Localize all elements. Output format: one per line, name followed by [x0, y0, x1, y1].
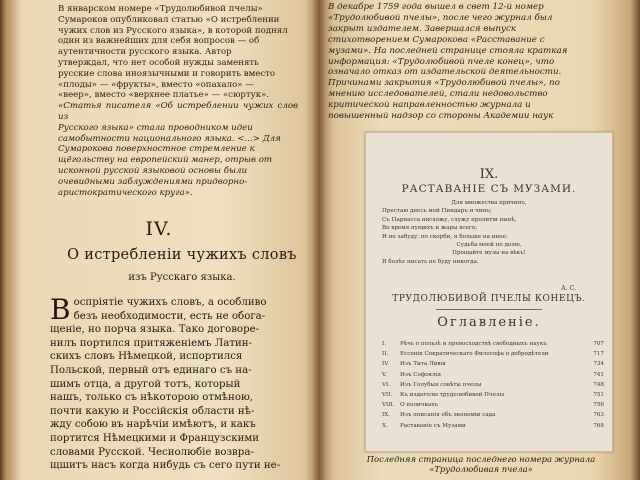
toc-num: IV. [382, 361, 390, 368]
toc-row [382, 349, 604, 359]
toc-row [382, 370, 604, 380]
quote-line: Сумарокова поверхностное стремление к [58, 144, 255, 155]
toc-num: X. [382, 422, 388, 429]
toc-title: Къ издателю трудолюбивой Пчелы [400, 392, 505, 399]
quote-line: «Статья писателя «Об истреблении чужих слов из [58, 101, 298, 122]
toc-page: 748 [593, 381, 604, 388]
toc-page: 756 [593, 402, 604, 409]
toc-title: Ессенія Сократическаго Философа о добродѣтели [400, 351, 549, 358]
article-line: щшитъ насъ когда нибудь съ сего пути не- [50, 460, 281, 472]
toc-row [382, 390, 604, 400]
article-number: IV. [145, 218, 173, 240]
article-title: О истребленіи чужихъ словъ [67, 247, 297, 263]
toc-row [382, 359, 604, 369]
book-gutter [312, 0, 326, 480]
toc-num: VII. [382, 392, 393, 399]
toc-num: I. [382, 341, 386, 347]
intro-line: «плоды» — «фрукты», вместо «опахало» — [58, 79, 254, 90]
article-subtitle: изъ Русскаго языка. [128, 272, 236, 283]
article-line: безъ необходимости, есть не обога- [73, 310, 266, 322]
toc-page: 763 [593, 412, 604, 419]
intro-line: один из важнейших для себя вопросов — об [58, 36, 260, 47]
intro-line: Сумароков опубликовал статью «О истреблении [58, 14, 280, 25]
intro-line: аутентичности русского языка. Автор [58, 47, 232, 58]
toc-row [382, 400, 604, 410]
right-line: информация: «Трудолюбивой пчеле конец», что [328, 56, 555, 67]
toc-num: VI. [382, 381, 391, 388]
toc-title: Изъ Голубыя совѣты пчелы [400, 381, 482, 388]
poem-line: Прощайте музы на вѣкъ! [452, 250, 526, 257]
intro-line: «веер», вместо «верхнее платье» — «сюртук». [58, 90, 270, 101]
right-line: В декабре 1759 года вышел в свет 12-й номер [328, 2, 544, 12]
toc-page: 707 [593, 341, 604, 347]
quote-line: самобытности национального языка. <...> Для [58, 133, 281, 144]
scanned-journal-page [365, 132, 613, 452]
right-line: стихотворением Сумарокова «Расставание с [328, 34, 545, 45]
article-line: скихъ словъ Нѣмецкой, испортился [50, 351, 243, 363]
toc-num: IX. [382, 412, 390, 419]
toc-num: II. [382, 351, 389, 358]
poem-line: Я болѣе писать не буду никогда. [382, 258, 479, 265]
article-line: Польской, первый отъ единаго съ на- [50, 364, 252, 376]
right-line: закрыт издателем. Завершался выпуск [328, 23, 517, 34]
caption-line: «Трудолюбивая пчела» [429, 464, 533, 474]
article-line: оспріятіе чужихъ словъ, а особливо [73, 297, 267, 308]
toc-title: Изъ Софоклія [400, 371, 442, 378]
article-body [50, 293, 308, 473]
article-line: почти какую и Россійскія области нѣ- [50, 405, 255, 417]
toc-page: 751 [593, 392, 604, 399]
toc-title: Изъ описанія объ экономіи сада [400, 412, 496, 419]
scan-divider [436, 309, 542, 310]
intro-line: В январском номере «Трудолюбивой пчелы» [58, 4, 263, 14]
scan-toc [382, 339, 604, 431]
image-caption [355, 454, 607, 474]
right-line: означало отказ от издательской деятельности. [328, 67, 562, 78]
poem-line: Для множества причинъ, [451, 200, 527, 206]
toc-row [382, 380, 604, 390]
right-line: Причинами закрытия «Трудолюбивой пчелы», по [328, 78, 560, 89]
toc-title: Изъ Тита Ливія [400, 361, 446, 368]
toc-title: Раставаніе съ Музами [400, 422, 466, 429]
toc-row [382, 339, 604, 349]
scan-roman-number: IX. [479, 167, 499, 182]
article-line: портится Нѣмецкими и Французскими [50, 432, 260, 444]
scan-toc-title: Оглавленіе. [437, 315, 541, 330]
toc-page: 734 [593, 361, 604, 368]
toc-page: 768 [593, 422, 604, 429]
right-line: «Трудолюбивой пчелы», после чего журнал был [328, 12, 553, 23]
quote-line: Русского языка» стала проводником идеи [58, 122, 253, 133]
poem-line: Во время пущихъ и жары всего; [382, 225, 477, 232]
scan-signature: А. С. [561, 285, 576, 292]
right-intro-text [328, 2, 586, 122]
article-line: нашъ, только съ нѣкоторою отмѣною, [50, 392, 254, 404]
intro-line: чужих слов из Русского языка», в которой поднял [58, 25, 288, 36]
drop-cap: В [50, 293, 71, 326]
poem-line: Судьба моей по долю, [456, 242, 522, 249]
caption-line: Последняя страница последнего номера журнала [366, 454, 596, 464]
right-line: мнению исследователей, стали недовольство [328, 89, 548, 100]
quote-line: очевидными заблуждениями придворно- [58, 176, 248, 187]
toc-row [382, 410, 604, 420]
intro-line: русские слова иноязычными и говорить вместо [58, 68, 276, 79]
article-line: нилъ портился притяженіемъ Латин- [50, 337, 253, 349]
poem-line: Съ Парнасса нисхожу, служу пролитіи нынѣ, [382, 216, 517, 223]
right-line: критической направленностью журнала и [328, 100, 531, 111]
poem-line: Престаю днесь мой Пиндаръ и чинъ; [382, 208, 492, 215]
article-line: щеніе, но порча языка. Тако договоре- [50, 324, 260, 336]
quote-line: исконной русской языковой основы были [58, 165, 248, 176]
scan-poem-title: РАСТАВАНІЕ СЪ МУЗАМИ. [401, 183, 577, 195]
toc-num: V. [382, 371, 387, 378]
toc-page: 717 [593, 351, 604, 358]
toc-row [382, 421, 604, 431]
article-line: словами Русской. Чесиолюбіе возвра- [50, 446, 254, 458]
quote-line: щёгольству на европейский манер, отрыв от [58, 155, 273, 166]
article-line: шимъ отца, а другой тотъ, который [50, 378, 241, 390]
poem-line: И не забуду, по скорби, я больше на иное: [382, 233, 508, 240]
toc-page: 741 [593, 371, 604, 378]
intro-line: утверждал, что нет особой нужды заменять [58, 57, 259, 68]
left-intro-text [58, 4, 298, 198]
toc-title: О поличкахъ [400, 402, 438, 409]
toc-title: Рѣчь о пользѣ и превосходствѣ свободныхъ наукъ [400, 341, 547, 347]
right-line: музами». На последней странице стояла краткая [328, 45, 568, 56]
right-line: повышенный надзор со стороны Академии наук [328, 111, 554, 122]
article-line: жду собою въ нарѣчіи имѣютъ, и какъ [50, 419, 256, 431]
scan-end-line: ТРУДОЛЮБИВОЙ ПЧЕЛЫ КОНЕЦЪ. [392, 294, 586, 304]
scan-poem [382, 199, 596, 266]
toc-num: VIII. [382, 402, 395, 409]
quote-line: аристократического круга». [58, 187, 193, 198]
